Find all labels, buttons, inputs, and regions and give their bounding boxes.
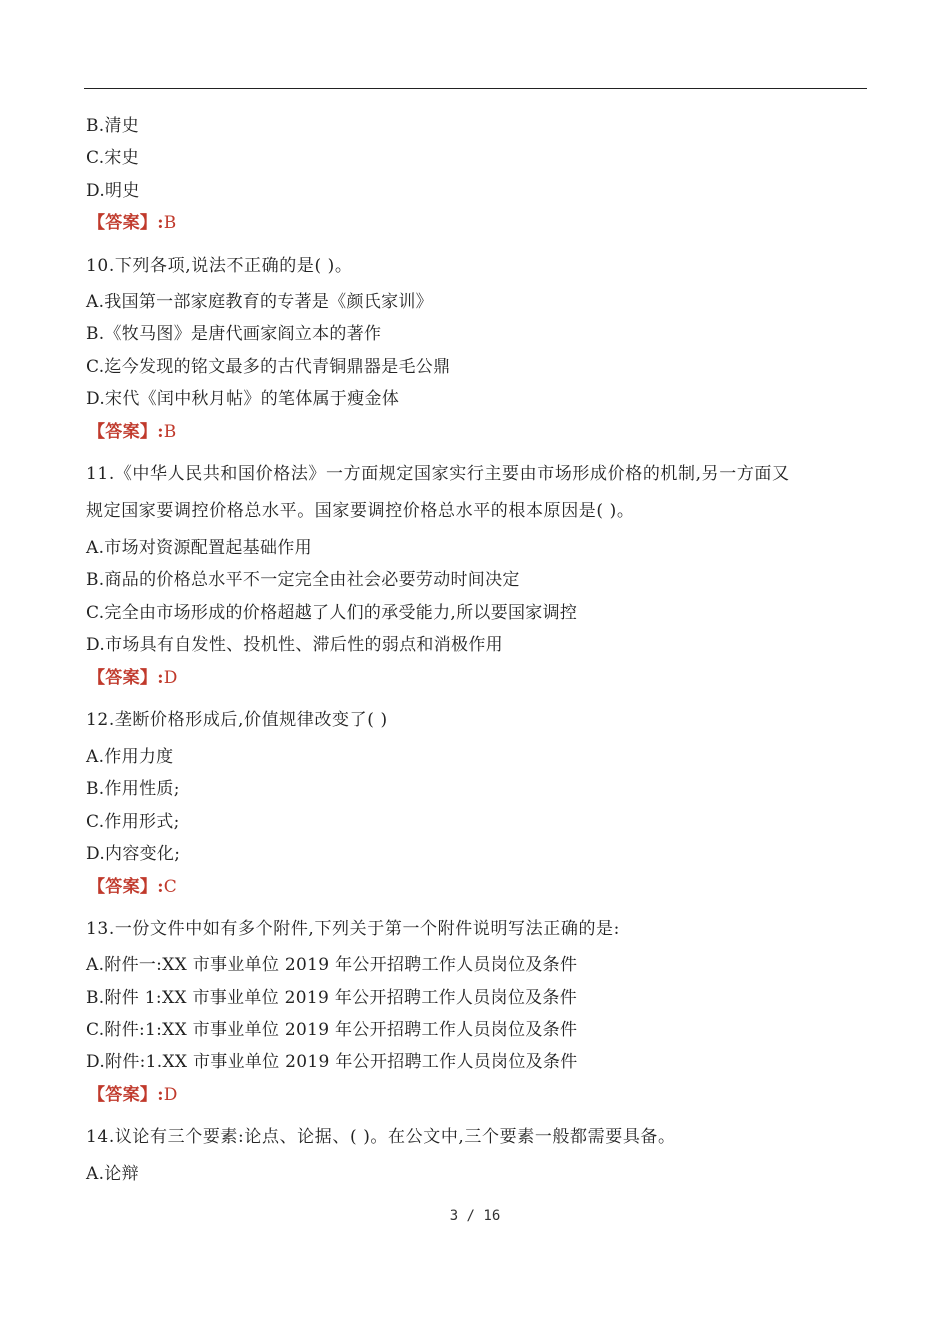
option-text: D.市场具有自发性、投机性、滞后性的弱点和消极作用 bbox=[86, 635, 503, 655]
question-text: 11.《中华人民共和国价格法》一方面规定国家实行主要由市场形成价格的机制,另一方面又 bbox=[86, 464, 790, 484]
page-number: 3 / 16 bbox=[449, 1208, 501, 1224]
answer-line bbox=[88, 211, 177, 235]
question-text: 10.下列各项,说法不正确的是( )。 bbox=[86, 256, 353, 276]
question-text: 14.议论有三个要素:论点、论据、( )。在公文中,三个要素一般都需要具备。 bbox=[86, 1127, 676, 1147]
answer-line bbox=[88, 1083, 178, 1107]
option-text: B.《牧马图》是唐代画家阎立本的著作 bbox=[86, 324, 382, 344]
option-text: A.论辩 bbox=[86, 1164, 139, 1184]
option-text: D.明史 bbox=[86, 181, 140, 201]
answer-label: 【答案】: bbox=[88, 422, 164, 442]
answer-label: 【答案】: bbox=[88, 1085, 164, 1105]
option-text: A.作用力度 bbox=[86, 747, 174, 767]
question-text: 规定国家要调控价格总水平。国家要调控价格总水平的根本原因是( )。 bbox=[86, 501, 635, 521]
option-text: A.附件一:XX 市事业单位 2019 年公开招聘工作人员岗位及条件 bbox=[86, 955, 578, 975]
option-text: B.附件 1:XX 市事业单位 2019 年公开招聘工作人员岗位及条件 bbox=[86, 988, 578, 1008]
option-text: A.我国第一部家庭教育的专著是《颜氏家训》 bbox=[86, 292, 433, 312]
header-rule bbox=[84, 88, 867, 89]
option-text: A.市场对资源配置起基础作用 bbox=[86, 538, 312, 558]
answer-value: B bbox=[163, 422, 177, 442]
option-text: C.作用形式; bbox=[86, 812, 180, 832]
answer-line bbox=[88, 875, 177, 899]
answer-line bbox=[88, 666, 178, 690]
option-text: C.宋史 bbox=[86, 148, 140, 168]
answer-line bbox=[88, 420, 177, 444]
answer-value: D bbox=[163, 668, 178, 688]
question-text: 12.垄断价格形成后,价值规律改变了( ) bbox=[86, 710, 388, 730]
option-text: D.内容变化; bbox=[86, 844, 181, 864]
answer-label: 【答案】: bbox=[88, 668, 164, 688]
option-text: B.清史 bbox=[86, 116, 140, 136]
question-text: 13.一份文件中如有多个附件,下列关于第一个附件说明写法正确的是: bbox=[86, 919, 620, 939]
option-text: B.作用性质; bbox=[86, 779, 180, 799]
option-text: D.宋代《闰中秋月帖》的笔体属于瘦金体 bbox=[86, 389, 400, 409]
option-text: B.商品的价格总水平不一定完全由社会必要劳动时间决定 bbox=[86, 570, 520, 590]
answer-value: C bbox=[163, 877, 178, 897]
option-text: C.附件:1:XX 市事业单位 2019 年公开招聘工作人员岗位及条件 bbox=[86, 1020, 578, 1040]
answer-value: D bbox=[163, 1085, 178, 1105]
option-text: C.迄今发现的铭文最多的古代青铜鼎器是毛公鼎 bbox=[86, 357, 451, 377]
option-text: C.完全由市场形成的价格超越了人们的承受能力,所以要国家调控 bbox=[86, 603, 578, 623]
answer-label: 【答案】: bbox=[88, 877, 164, 897]
answer-label: 【答案】: bbox=[88, 213, 164, 233]
answer-value: B bbox=[163, 213, 177, 233]
option-text: D.附件:1.XX 市事业单位 2019 年公开招聘工作人员岗位及条件 bbox=[86, 1052, 578, 1072]
